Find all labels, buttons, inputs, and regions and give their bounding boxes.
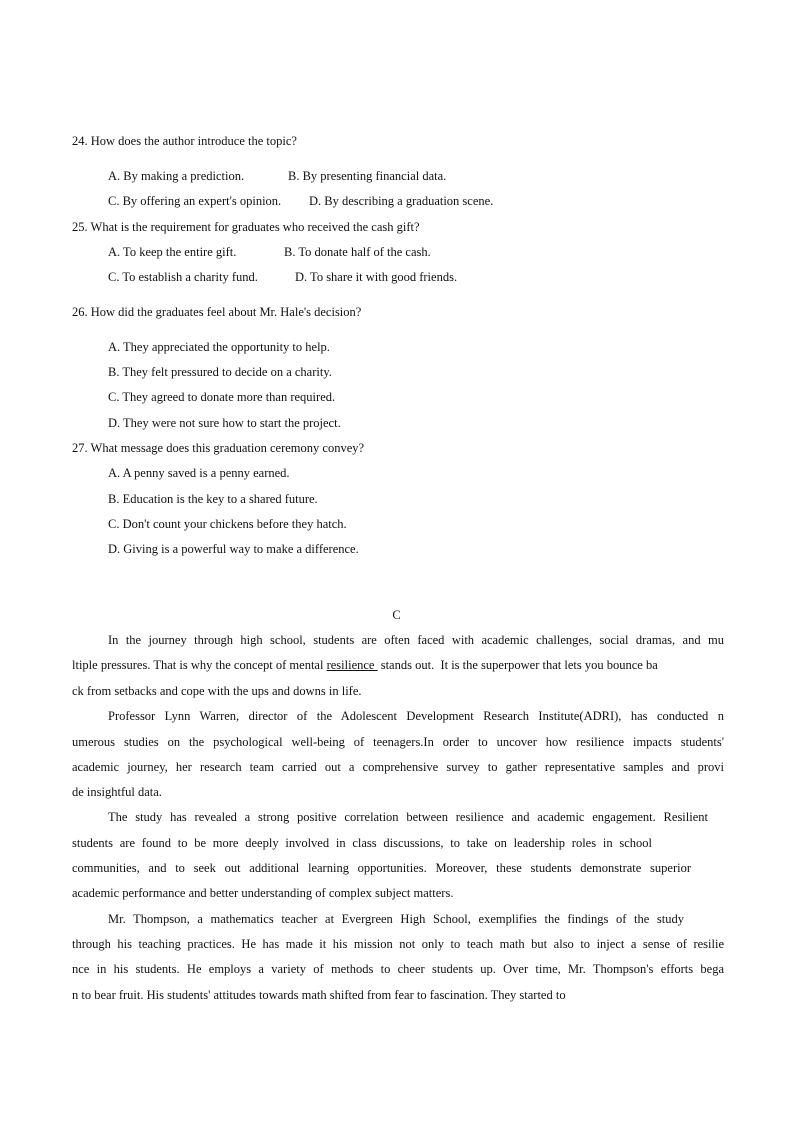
- passage-line: students are found to be more deeply involved in class discussions, to take on leadership roles in school: [72, 836, 652, 850]
- question-24-option-a: A. By making a prediction.: [108, 169, 245, 183]
- question-26-option-a: A. They appreciated the opportunity to help.: [108, 340, 330, 354]
- question-25-option-d: D. To share it with good friends.: [295, 270, 458, 284]
- question-25-option-a: A. To keep the entire gift.: [108, 245, 237, 259]
- passage-line: In the journey through high school, students are often faced with academic challenges, social dramas, and mu: [108, 633, 724, 647]
- question-27-stem: 27. What message does this graduation ceremony convey?: [72, 441, 365, 455]
- question-24-option-c: C. By offering an expert's opinion.: [108, 194, 282, 208]
- passage-text: stands out. It is the superpower that lets you bounce ba: [377, 658, 658, 672]
- passage-line: n to bear fruit. His students' attitudes towards math shifted from fear to fascination. They started to: [72, 988, 566, 1002]
- question-25-stem: 25. What is the requirement for graduates who received the cash gift?: [72, 220, 420, 234]
- question-24-option-d: D. By describing a graduation scene.: [309, 194, 494, 208]
- question-24-stem: 24. How does the author introduce the topic?: [72, 134, 297, 148]
- passage-line: The study has revealed a strong positive correlation between resilience and academic engagement. Resilient: [108, 810, 708, 824]
- section-heading: C: [392, 608, 401, 622]
- question-27-option-a: A. A penny saved is a penny earned.: [108, 466, 290, 480]
- passage-line: academic journey, her research team carried out a comprehensive survey to gather representative samples and provi: [72, 760, 724, 774]
- passage-line: through his teaching practices. He has made it his mission not only to teach math but also to inject a sense of resilie: [72, 937, 724, 951]
- question-27-option-d: D. Giving is a powerful way to make a difference.: [108, 542, 359, 556]
- passage-line: Mr. Thompson, a mathematics teacher at Evergreen High School, exemplifies the findings of the study: [108, 912, 684, 926]
- question-24-option-b: B. By presenting financial data.: [288, 169, 447, 183]
- question-25-option-b: B. To donate half of the cash.: [284, 245, 431, 259]
- question-26-option-d: D. They were not sure how to start the project.: [108, 416, 341, 430]
- passage-line: communities, and to seek out additional learning opportunities. Moreover, these students demonstrate superior: [72, 861, 691, 875]
- passage-line: academic performance and better understanding of complex subject matters.: [72, 886, 454, 900]
- question-27-option-c: C. Don't count your chickens before they hatch.: [108, 517, 347, 531]
- passage-line: nce in his students. He employs a variety of methods to cheer students up. Over time, Mr. Thompson's efforts bega: [72, 962, 724, 976]
- passage-line: ck from setbacks and cope with the ups and downs in life.: [72, 684, 362, 698]
- passage-line: de insightful data.: [72, 785, 162, 799]
- question-25-option-c: C. To establish a charity fund.: [108, 270, 258, 284]
- passage-text: ltiple pressures. That is why the concept of mental: [72, 658, 327, 672]
- passage-line: [72, 658, 724, 673]
- question-26-stem: 26. How did the graduates feel about Mr. Hale's decision?: [72, 305, 362, 319]
- question-26-option-c: C. They agreed to donate more than required.: [108, 390, 336, 404]
- question-26-option-b: B. They felt pressured to decide on a charity.: [108, 365, 332, 379]
- question-27-option-b: B. Education is the key to a shared future.: [108, 492, 318, 506]
- passage-line: Professor Lynn Warren, director of the Adolescent Development Research Institute(ADRI), has conducted n: [108, 709, 724, 723]
- passage-line: umerous studies on the psychological well-being of teenagers.In order to uncover how resilience impacts students': [72, 735, 724, 749]
- resilience-keyword: resilience: [326, 658, 378, 672]
